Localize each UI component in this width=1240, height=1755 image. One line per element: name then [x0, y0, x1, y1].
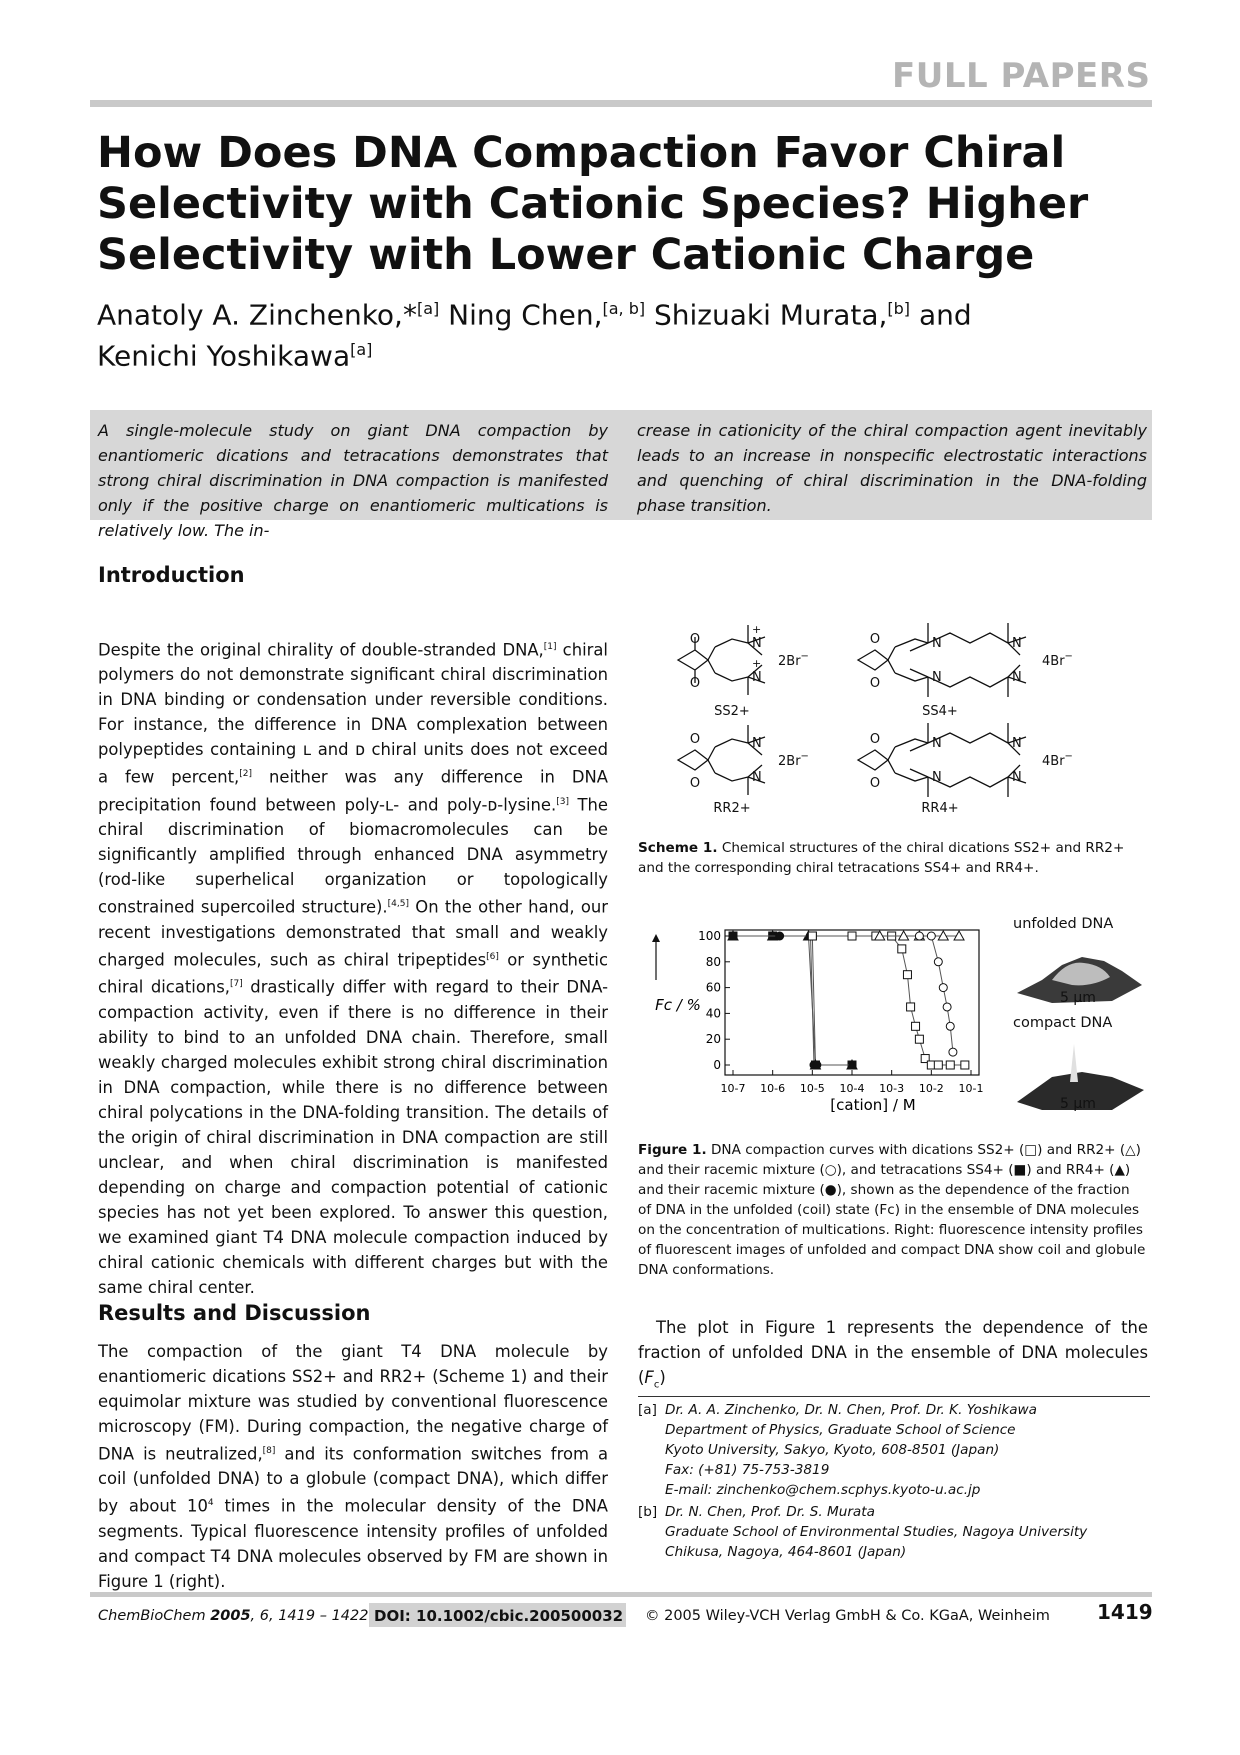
- section-heading-results: Results and Discussion: [98, 1301, 371, 1325]
- compound-label: SS4+: [922, 704, 958, 719]
- data-point-square: [848, 932, 856, 940]
- data-point-circle: [946, 1022, 954, 1030]
- affiliation-mark: [a]: [350, 340, 373, 360]
- article-title: [97, 128, 1147, 281]
- caption-label: Scheme 1.: [638, 840, 718, 856]
- data-point-square: [912, 1022, 920, 1030]
- text-run: times in the molecular density of the DNA segments. Typical fluorescence intensity profiles of unfolded and compact T4 DNA molecules observed by FM are shown in Figure 1 (right).: [98, 1496, 608, 1591]
- subscript: c: [653, 1379, 660, 1391]
- doi-link[interactable]: DOI: 10.1002/cbic.200500032: [374, 1607, 624, 1625]
- data-point-circle: [939, 984, 947, 992]
- data-point-circle: [927, 932, 935, 940]
- section-heading-introduction: Introduction: [98, 563, 245, 587]
- atom-label: O: [869, 676, 881, 691]
- atom-label: O: [689, 776, 701, 791]
- author-conjunction: and: [910, 298, 972, 332]
- compound-label: SS2+: [714, 704, 750, 719]
- y-tick-label: 40: [705, 1006, 721, 1021]
- abstract-box: [90, 410, 1152, 540]
- introduction-paragraph: [98, 635, 608, 1300]
- series-line: [733, 936, 852, 1065]
- x-tick-label: 10-1: [958, 1082, 984, 1095]
- atom-label: N: [932, 636, 942, 651]
- abstract-text-left: A single-molecule study on giant DNA compaction by enantiomeric dications and tetracations demonstrates that strong chiral discrimination in DNA compaction is manifested only if the positive charge on enantiomeric multications is relatively low. The in-: [98, 421, 608, 540]
- atom-label: N: [1012, 636, 1022, 651]
- atom-label: N: [752, 736, 762, 751]
- data-point-circle: [949, 1048, 957, 1056]
- scale-bar-label: 5 µm: [1060, 1096, 1096, 1112]
- text-run: On the other hand, our recent investigations demonstrated that small and weakly charged molecules, such as chiral tripeptides: [98, 897, 608, 970]
- affiliation-b: [638, 1502, 1150, 1564]
- atom-label: O: [869, 776, 881, 791]
- citation: [7]: [230, 979, 243, 990]
- atom-label: N: [932, 736, 942, 751]
- text-run: ): [659, 1368, 666, 1387]
- page-number: 1419: [1097, 1600, 1153, 1624]
- figure-1-caption: [638, 1140, 1146, 1280]
- citation: [6]: [486, 951, 499, 962]
- x-tick-label: 10-6: [760, 1082, 786, 1095]
- text-run: The compaction of the giant T4 DNA molecule by enantiomeric dications SS2+ and RR2+ (Scheme 1) and their equimolar mixture was studied by conventional fluorescence microscopy (FM). During compaction, the negative charge of DNA is neutralized,: [98, 1342, 608, 1464]
- data-point-circle: [915, 932, 923, 940]
- counterion-label: 2Br−: [778, 651, 809, 669]
- data-point-square: [808, 932, 816, 940]
- data-point-square: [915, 1035, 923, 1043]
- affiliation-label: [a]: [638, 1402, 657, 1418]
- atom-label: O: [869, 632, 881, 647]
- counterion-label: 2Br−: [778, 751, 809, 769]
- title-line: How Does DNA Compaction Favor Chiral: [97, 128, 1066, 178]
- y-axis-label: Fc / %: [655, 996, 701, 1014]
- affiliation-line: Fax: (+81) 75-753-3819: [665, 1462, 830, 1478]
- x-tick-label: 10-3: [879, 1082, 905, 1095]
- x-tick-label: 10-7: [720, 1082, 746, 1095]
- section-label: FULL PAPERS: [892, 56, 1151, 96]
- affiliation-rule: [638, 1396, 1150, 1397]
- x-tick-label: 10-5: [799, 1082, 825, 1095]
- top-rule: [90, 100, 1152, 107]
- copyright-notice: © 2005 Wiley-VCH Verlag GmbH & Co. KGaA, Weinheim: [645, 1608, 1050, 1624]
- series-line: [919, 936, 953, 1052]
- affiliation-label: [b]: [638, 1504, 658, 1520]
- compound-label: RR2+: [713, 801, 751, 815]
- atom-label: N: [932, 670, 942, 685]
- citation: [2]: [239, 769, 253, 780]
- affiliation-line: Department of Physics, Graduate School of Science: [665, 1422, 1016, 1438]
- author-name: Shizuaki Murata,: [645, 298, 888, 332]
- journal-citation: [98, 1606, 368, 1626]
- affiliation-line: Dr. A. A. Zinchenko, Dr. N. Chen, Prof. Dr. K. Yoshikawa: [665, 1402, 1037, 1418]
- series-line: [733, 936, 852, 1065]
- charge-mark: +: [752, 657, 762, 670]
- footer-rule: [90, 1592, 1152, 1597]
- text-run: Despite the original chirality of double-stranded DNA,: [98, 640, 544, 660]
- atom-label: O: [869, 732, 881, 747]
- atom-label: N: [1012, 770, 1022, 785]
- scheme-1-structures: [670, 615, 1150, 815]
- atom-label: N: [1012, 670, 1022, 685]
- compound-label: RR4+: [921, 801, 959, 815]
- affiliation-line: Chikusa, Nagoya, 464-8601 (Japan): [665, 1544, 907, 1560]
- citation: [4,5]: [387, 899, 409, 910]
- y-tick-label: 80: [705, 954, 721, 969]
- figure-1-chart: [638, 910, 1008, 1120]
- text-run: drastically differ with regard to their DNA-compaction activity, even if there is no difference in their ability to bind to an unfolded DNA chain. Therefore, small weakly charged molecules exhibit strong chiral discrimination in DNA compaction, while there is no difference between chiral polycations in the DNA-folding transition. The details of the origin of chiral discrimination in DNA compaction are still unclear, and when chiral discrimination is manifested depending on charge and compaction potential of cationic species has not yet been explored. To answer this question, we examined giant T4 DNA molecule compaction induced by chiral cationic chemicals with different charges but with the same chiral center.: [98, 977, 608, 1297]
- journal-volume: , 6, 1419 – 1422: [250, 1608, 369, 1624]
- text-run: chiral polymers do not demonstrate significant chiral discrimination in DNA binding or condensation under reversible conditions. For instance, the difference in DNA complexation between polypeptides containing ʟ and ᴅ chiral units does not exceed a few percent,: [98, 640, 608, 787]
- text-run: or synthetic chiral dications,: [98, 950, 608, 997]
- scheme-1-caption: [638, 838, 1144, 878]
- series-line: [812, 936, 965, 1065]
- journal-name: ChemBioChem: [98, 1608, 211, 1624]
- plot-frame: [725, 930, 979, 1075]
- author-name: Ning Chen,: [439, 298, 603, 332]
- abstract-text-right: crease in cationicity of the chiral compaction agent inevitably leads to an increase in nonspecific electrostatic interactions and quenching of chiral discrimination in the DNA-folding phase transition.: [637, 421, 1147, 515]
- citation: [3]: [556, 796, 569, 807]
- title-line: Selectivity with Lower Cationic Charge: [97, 230, 1035, 280]
- y-tick-label: 0: [713, 1058, 721, 1072]
- data-point-square: [898, 945, 906, 953]
- author-list: [97, 291, 1097, 374]
- atom-label: N: [752, 770, 762, 785]
- data-point-circle: [776, 932, 784, 940]
- data-point-circle: [934, 958, 942, 966]
- caption-label: Figure 1.: [638, 1142, 707, 1158]
- atom-label: N: [752, 636, 762, 651]
- charge-mark: +: [752, 623, 762, 636]
- affiliation-mark: [a]: [416, 299, 440, 318]
- citation: [1]: [543, 642, 557, 652]
- y-tick-label: 100: [698, 929, 721, 943]
- chart-marks: [728, 931, 969, 1069]
- x-axis-label: [cation] / M: [830, 1096, 916, 1114]
- label-unfolded-dna: unfolded DNA: [1013, 916, 1114, 932]
- x-tick-label: 10-2: [918, 1082, 944, 1095]
- x-tick-label: 10-4: [839, 1082, 865, 1095]
- data-point-square: [934, 1061, 942, 1069]
- label-compact-dna: compact DNA: [1013, 1015, 1113, 1031]
- affiliation-a: [638, 1400, 1150, 1502]
- title-line: Selectivity with Cationic Species? Higher: [97, 179, 1089, 229]
- atom-label: N: [1012, 736, 1022, 751]
- affiliation-mark: [a, b]: [602, 299, 646, 318]
- atom-label: O: [689, 732, 701, 747]
- caption-text: Chemical structures of the chiral dications SS2+ and RR2+ and the corresponding chiral tetracations SS4+ and RR4+.: [638, 840, 1125, 876]
- y-tick-label: 20: [705, 1032, 721, 1047]
- data-point-square: [907, 1003, 915, 1011]
- text-run: The chiral discrimination of biomacromolecules can be significantly amplified through enhanced DNA asymmetry (rod-like superhelical organization or topologically constrained supercoiled structure).: [98, 795, 608, 917]
- data-point-square: [903, 971, 911, 979]
- data-point-circle: [813, 1061, 821, 1069]
- affiliations: [638, 1400, 1150, 1564]
- journal-year: 2005: [210, 1608, 251, 1624]
- data-point-circle: [943, 1003, 951, 1011]
- atom-label: N: [752, 670, 762, 685]
- counterion-label: 4Br−: [1042, 651, 1073, 669]
- data-point-circle: [729, 932, 737, 940]
- atom-label: N: [932, 770, 942, 785]
- scale-bar-label: 5 µm: [1060, 990, 1096, 1006]
- affiliation-line: Dr. N. Chen, Prof. Dr. S. Murata: [665, 1504, 875, 1520]
- text-run: neither was any difference in DNA precipitation found between poly-ʟ- and poly-ᴅ-lysine.: [98, 767, 608, 815]
- data-point-square: [961, 1061, 969, 1069]
- series-line: [733, 936, 817, 1065]
- author-name: Anatoly A. Zinchenko,*: [97, 298, 417, 332]
- author-name: Kenichi Yoshikawa: [97, 339, 351, 373]
- caption-text: DNA compaction curves with dications SS2+ (□) and RR2+ (△) and their racemic mixture (○), and tetracations SS4+ (■) and RR4+ (▲) and their racemic mixture (●), shown as the dependence of the fraction of DNA in the unfolded (coil) state (Fc) in the ensemble of DNA molecules on the concentration of multications. Right: fluorescence intensity profiles of fluorescent images of unfolded and compact DNA show coil and globule DNA conformations.: [638, 1142, 1146, 1278]
- axis-arrow-head: [652, 934, 660, 942]
- citation: [8]: [262, 1446, 276, 1456]
- text-run: The plot in Figure 1 represents the dependence of the fraction of unfolded DNA in the ensemble of DNA molecules (: [638, 1318, 1148, 1387]
- affiliation-email[interactable]: E-mail: zinchenko@chem.scphys.kyoto-u.ac.jp: [665, 1482, 981, 1498]
- affiliation-line: Kyoto University, Sakyo, Kyoto, 608-8501 (Japan): [665, 1442, 1000, 1458]
- right-column-paragraph: [638, 1315, 1148, 1397]
- variable: F: [644, 1368, 654, 1387]
- atom-label: O: [689, 632, 701, 647]
- text-run: and its conformation switches from a coil (unfolded DNA) to a globule (compact DNA), which differ by about 10: [98, 1444, 608, 1516]
- chart-axes: [652, 929, 983, 1095]
- counterion-label: 4Br−: [1042, 751, 1073, 769]
- superscript: 4: [207, 1498, 214, 1509]
- affiliation-mark: [b]: [887, 299, 911, 318]
- affiliation-line: Graduate School of Environmental Studies, Nagoya University: [665, 1524, 1088, 1540]
- y-tick-label: 60: [705, 980, 721, 995]
- results-paragraph: [98, 1339, 608, 1594]
- data-point-square: [946, 1061, 954, 1069]
- atom-label: O: [689, 676, 701, 691]
